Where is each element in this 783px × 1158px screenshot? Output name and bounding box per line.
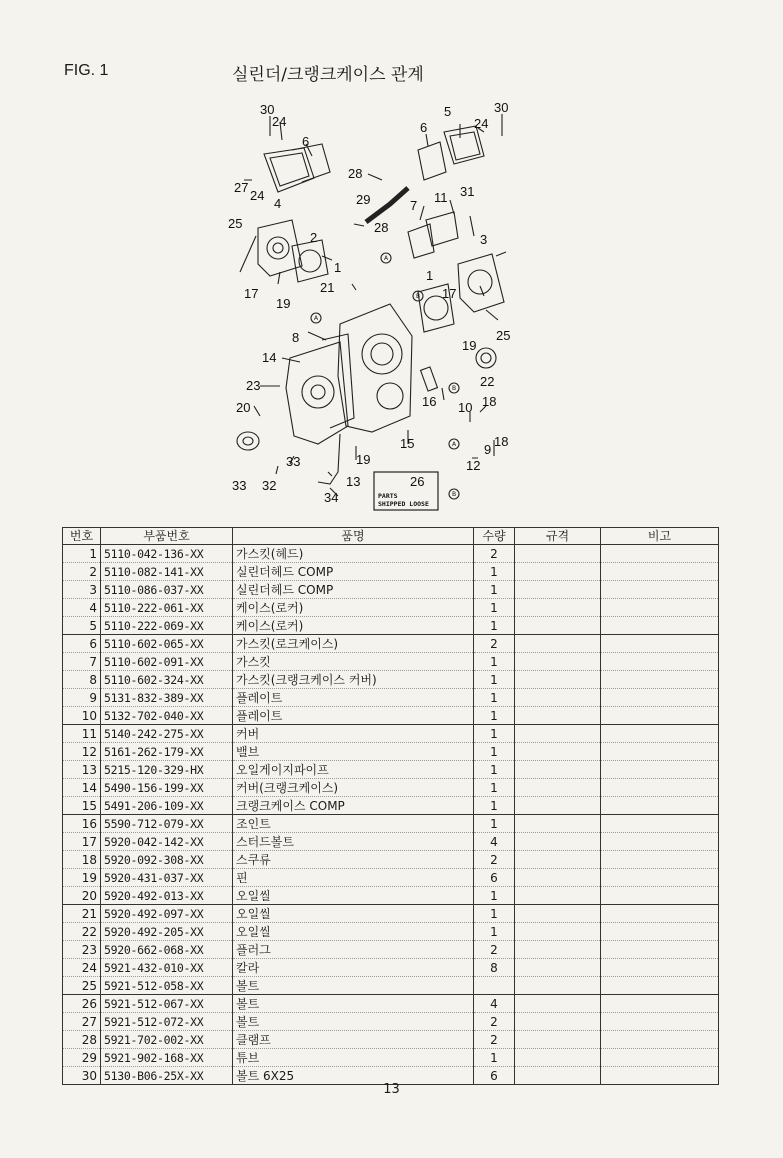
table-row xyxy=(63,653,719,671)
quantity-cell: 1 xyxy=(474,797,515,815)
gasket-right xyxy=(418,142,446,180)
part-number-cell: 5920-492-097-XX xyxy=(101,905,233,923)
part-name-cell: 오일씰 xyxy=(233,905,474,923)
table-row xyxy=(63,743,719,761)
spec-cell xyxy=(515,1049,601,1067)
quantity-cell: 1 xyxy=(474,689,515,707)
part-name-cell: 케이스(로커) xyxy=(233,599,474,617)
svg-text:30: 30 xyxy=(494,100,509,115)
part-number-cell: 5130-B06-25X-XX xyxy=(101,1067,233,1085)
spec-cell xyxy=(515,545,601,563)
page-title: 실린더/크랭크케이스 관계 xyxy=(232,65,424,85)
part-name-cell: 크랭크케이스 COMP xyxy=(233,797,474,815)
quantity-cell: 4 xyxy=(474,833,515,851)
svg-text:28: 28 xyxy=(374,220,389,235)
part-name-cell: 핀 xyxy=(233,869,474,887)
gasket-7 xyxy=(408,224,434,258)
row-number-cell: 8 xyxy=(63,671,101,689)
part-name-cell: 커버 xyxy=(233,725,474,743)
svg-text:5: 5 xyxy=(444,104,452,119)
svg-text:A: A xyxy=(313,315,319,322)
row-number-cell: 2 xyxy=(63,563,101,581)
part-name-cell: 오일씰 xyxy=(233,887,474,905)
part-name-cell: 스쿠류 xyxy=(233,851,474,869)
table-row xyxy=(63,707,719,725)
header-spec: 규격 xyxy=(515,528,601,545)
part-number-cell: 5110-602-065-XX xyxy=(101,635,233,653)
note-cell xyxy=(601,671,719,689)
header-part-number: 부품번호 xyxy=(101,528,233,545)
spec-cell xyxy=(515,743,601,761)
svg-text:32: 32 xyxy=(262,478,277,493)
part-number-cell: 5215-120-329-HX xyxy=(101,761,233,779)
row-number-cell: 13 xyxy=(63,761,101,779)
spec-cell xyxy=(515,905,601,923)
svg-text:22: 22 xyxy=(480,374,495,389)
part-number-cell: 5132-702-040-XX xyxy=(101,707,233,725)
quantity-cell: 4 xyxy=(474,995,515,1013)
row-number-cell: 15 xyxy=(63,797,101,815)
note-cell xyxy=(601,689,719,707)
shipped-loose-label-2: SHIPPED LOOSE xyxy=(378,500,429,508)
part-number-cell: 5491-206-109-XX xyxy=(101,797,233,815)
table-row xyxy=(63,887,719,905)
svg-text:24: 24 xyxy=(272,114,287,129)
quantity-cell: 1 xyxy=(474,671,515,689)
svg-text:2: 2 xyxy=(310,230,318,245)
row-number-cell: 1 xyxy=(63,545,101,563)
note-cell xyxy=(601,977,719,995)
spec-cell xyxy=(515,671,601,689)
row-number-cell: 9 xyxy=(63,689,101,707)
note-cell xyxy=(601,635,719,653)
svg-text:21: 21 xyxy=(320,280,335,295)
quantity-cell: 2 xyxy=(474,545,515,563)
note-cell xyxy=(601,923,719,941)
part-number-cell: 5921-702-002-XX xyxy=(101,1031,233,1049)
spec-cell xyxy=(515,581,601,599)
row-number-cell: 30 xyxy=(63,1067,101,1085)
note-cell xyxy=(601,1049,719,1067)
table-row xyxy=(63,797,719,815)
table-row xyxy=(63,635,719,653)
note-cell xyxy=(601,941,719,959)
spec-cell xyxy=(515,617,601,635)
row-number-cell: 4 xyxy=(63,599,101,617)
svg-text:9: 9 xyxy=(484,442,492,457)
svg-text:34: 34 xyxy=(324,490,339,505)
part-number-cell: 5921-512-072-XX xyxy=(101,1013,233,1031)
part-number-cell: 5920-092-308-XX xyxy=(101,851,233,869)
svg-text:A: A xyxy=(451,441,457,448)
part-name-cell: 가스킷(크랭크케이스 커버) xyxy=(233,671,474,689)
table-row xyxy=(63,851,719,869)
note-cell xyxy=(601,581,719,599)
spec-cell xyxy=(515,833,601,851)
table-row xyxy=(63,725,719,743)
part-name-cell: 가스킷 xyxy=(233,653,474,671)
part-name-cell: 밸브 xyxy=(233,743,474,761)
spec-cell xyxy=(515,797,601,815)
svg-text:15: 15 xyxy=(400,436,415,451)
row-number-cell: 3 xyxy=(63,581,101,599)
crankcase-gasket xyxy=(322,334,354,428)
quantity-cell: 1 xyxy=(474,707,515,725)
svg-text:B: B xyxy=(451,491,457,498)
quantity-cell: 1 xyxy=(474,923,515,941)
quantity-cell: 1 xyxy=(474,743,515,761)
row-number-cell: 27 xyxy=(63,1013,101,1031)
svg-text:27: 27 xyxy=(234,180,249,195)
spec-cell xyxy=(515,779,601,797)
svg-text:28: 28 xyxy=(348,166,363,181)
row-number-cell: 17 xyxy=(63,833,101,851)
part-name-cell: 볼트 6X25 xyxy=(233,1067,474,1085)
quantity-cell: 2 xyxy=(474,1031,515,1049)
quantity-cell: 1 xyxy=(474,779,515,797)
part-name-cell: 가스킷(헤드) xyxy=(233,545,474,563)
note-cell xyxy=(601,869,719,887)
note-cell xyxy=(601,959,719,977)
part-name-cell: 스터드볼트 xyxy=(233,833,474,851)
note-cell xyxy=(601,707,719,725)
svg-text:3: 3 xyxy=(480,232,488,247)
row-number-cell: 16 xyxy=(63,815,101,833)
svg-text:24: 24 xyxy=(474,116,489,131)
part-name-cell: 볼트 xyxy=(233,995,474,1013)
quantity-cell: 2 xyxy=(474,635,515,653)
oil-seal-20 xyxy=(237,432,259,450)
note-cell xyxy=(601,1031,719,1049)
svg-text:16: 16 xyxy=(422,394,437,409)
note-cell xyxy=(601,761,719,779)
part-number-cell: 5110-602-091-XX xyxy=(101,653,233,671)
oil-seal-22 xyxy=(476,348,496,368)
spec-cell xyxy=(515,995,601,1013)
header-part-name: 품명 xyxy=(233,528,474,545)
table-row xyxy=(63,977,719,995)
svg-text:8: 8 xyxy=(292,330,300,345)
table-row xyxy=(63,599,719,617)
row-number-cell: 18 xyxy=(63,851,101,869)
svg-text:4: 4 xyxy=(274,196,282,211)
part-number-cell: 5921-512-058-XX xyxy=(101,977,233,995)
header-number: 번호 xyxy=(63,528,101,545)
quantity-cell: 1 xyxy=(474,581,515,599)
svg-text:A: A xyxy=(383,255,389,262)
exploded-parts-diagram xyxy=(222,96,522,516)
part-name-cell: 오일게이지파이프 xyxy=(233,761,474,779)
part-number-cell: 5920-492-205-XX xyxy=(101,923,233,941)
part-number-cell: 5920-042-142-XX xyxy=(101,833,233,851)
svg-text:25: 25 xyxy=(496,328,511,343)
part-number-cell: 5110-602-324-XX xyxy=(101,671,233,689)
part-name-cell: 실린더헤드 COMP xyxy=(233,563,474,581)
row-number-cell: 19 xyxy=(63,869,101,887)
svg-text:19: 19 xyxy=(276,296,291,311)
spec-cell xyxy=(515,869,601,887)
part-number-cell: 5921-512-067-XX xyxy=(101,995,233,1013)
svg-text:10: 10 xyxy=(458,400,473,415)
part-number-cell: 5110-222-061-XX xyxy=(101,599,233,617)
spec-cell xyxy=(515,635,601,653)
spec-cell xyxy=(515,761,601,779)
spec-cell xyxy=(515,707,601,725)
part-number-cell: 5920-662-068-XX xyxy=(101,941,233,959)
quantity-cell: 1 xyxy=(474,563,515,581)
row-number-cell: 25 xyxy=(63,977,101,995)
quantity-cell: 2 xyxy=(474,1013,515,1031)
spec-cell xyxy=(515,653,601,671)
note-cell xyxy=(601,851,719,869)
table-row xyxy=(63,581,719,599)
table-row xyxy=(63,869,719,887)
svg-text:6: 6 xyxy=(420,120,428,135)
spec-cell xyxy=(515,563,601,581)
part-name-cell: 조인트 xyxy=(233,815,474,833)
note-cell xyxy=(601,743,719,761)
table-row xyxy=(63,545,719,563)
svg-text:25: 25 xyxy=(228,216,243,231)
row-number-cell: 26 xyxy=(63,995,101,1013)
spec-cell xyxy=(515,599,601,617)
spec-cell xyxy=(515,851,601,869)
svg-text:1: 1 xyxy=(426,268,434,283)
quantity-cell: 8 xyxy=(474,959,515,977)
svg-text:14: 14 xyxy=(262,350,277,365)
part-name-cell: 칼라 xyxy=(233,959,474,977)
quantity-cell: 1 xyxy=(474,761,515,779)
svg-text:B: B xyxy=(415,293,421,300)
row-number-cell: 21 xyxy=(63,905,101,923)
svg-text:17: 17 xyxy=(442,286,457,301)
table-row xyxy=(63,761,719,779)
table-row xyxy=(63,1049,719,1067)
svg-text:33: 33 xyxy=(286,454,301,469)
part-number-cell: 5110-086-037-XX xyxy=(101,581,233,599)
spec-cell xyxy=(515,977,601,995)
svg-text:20: 20 xyxy=(236,400,251,415)
note-cell xyxy=(601,599,719,617)
part-number-cell: 5131-832-389-XX xyxy=(101,689,233,707)
part-number-cell: 5590-712-079-XX xyxy=(101,815,233,833)
table-row xyxy=(63,995,719,1013)
quantity-cell: 2 xyxy=(474,941,515,959)
table-row xyxy=(63,779,719,797)
parts-table-header xyxy=(63,528,719,545)
note-cell xyxy=(601,797,719,815)
spec-cell xyxy=(515,815,601,833)
note-cell xyxy=(601,833,719,851)
part-number-cell: 5110-042-136-XX xyxy=(101,545,233,563)
svg-text:B: B xyxy=(451,385,457,392)
spec-cell xyxy=(515,887,601,905)
joint-16 xyxy=(421,367,438,391)
quantity-cell: 1 xyxy=(474,905,515,923)
note-cell xyxy=(601,1013,719,1031)
svg-text:26: 26 xyxy=(410,474,425,489)
svg-text:13: 13 xyxy=(346,474,361,489)
table-row xyxy=(63,689,719,707)
gasket-left xyxy=(292,144,330,182)
svg-text:29: 29 xyxy=(356,192,371,207)
note-cell xyxy=(601,995,719,1013)
header-quantity: 수량 xyxy=(474,528,515,545)
part-name-cell: 플레이트 xyxy=(233,689,474,707)
row-number-cell: 7 xyxy=(63,653,101,671)
part-name-cell: 클램프 xyxy=(233,1031,474,1049)
svg-text:18: 18 xyxy=(494,434,509,449)
quantity-cell: 1 xyxy=(474,725,515,743)
row-number-cell: 28 xyxy=(63,1031,101,1049)
svg-text:1: 1 xyxy=(334,260,342,275)
note-cell xyxy=(601,563,719,581)
table-row xyxy=(63,923,719,941)
quantity-cell: 1 xyxy=(474,1049,515,1067)
spec-cell xyxy=(515,689,601,707)
parts-table-body xyxy=(63,545,719,1085)
quantity-cell: 6 xyxy=(474,1067,515,1085)
table-row xyxy=(63,941,719,959)
svg-text:30: 30 xyxy=(260,102,275,117)
spec-cell xyxy=(515,941,601,959)
table-row xyxy=(63,1013,719,1031)
quantity-cell: 1 xyxy=(474,815,515,833)
figure-label: FIG. 1 xyxy=(64,62,109,79)
part-number-cell: 5920-431-037-XX xyxy=(101,869,233,887)
cylinder-head-right xyxy=(458,254,504,312)
quantity-cell: 1 xyxy=(474,887,515,905)
svg-text:19: 19 xyxy=(356,452,371,467)
table-row xyxy=(63,671,719,689)
table-row xyxy=(63,563,719,581)
row-number-cell: 22 xyxy=(63,923,101,941)
part-name-cell: 가스킷(로크케이스) xyxy=(233,635,474,653)
row-number-cell: 14 xyxy=(63,779,101,797)
part-number-cell: 5110-082-141-XX xyxy=(101,563,233,581)
part-name-cell: 플레이트 xyxy=(233,707,474,725)
part-name-cell: 오일씰 xyxy=(233,923,474,941)
note-cell xyxy=(601,545,719,563)
svg-text:19: 19 xyxy=(462,338,477,353)
shipped-loose-label-1: PARTS xyxy=(378,492,398,500)
note-cell xyxy=(601,887,719,905)
header-note: 비고 xyxy=(601,528,719,545)
row-number-cell: 12 xyxy=(63,743,101,761)
table-row xyxy=(63,905,719,923)
svg-text:33: 33 xyxy=(232,478,247,493)
tube-29 xyxy=(366,188,408,222)
quantity-cell xyxy=(474,977,515,995)
spec-cell xyxy=(515,1013,601,1031)
part-number-cell: 5490-156-199-XX xyxy=(101,779,233,797)
part-name-cell: 케이스(로커) xyxy=(233,617,474,635)
row-number-cell: 23 xyxy=(63,941,101,959)
svg-text:7: 7 xyxy=(410,198,418,213)
quantity-cell: 1 xyxy=(474,653,515,671)
row-number-cell: 5 xyxy=(63,617,101,635)
part-name-cell: 실린더헤드 COMP xyxy=(233,581,474,599)
svg-text:17: 17 xyxy=(244,286,259,301)
part-name-cell: 볼트 xyxy=(233,977,474,995)
part-number-cell: 5921-902-168-XX xyxy=(101,1049,233,1067)
note-cell xyxy=(601,779,719,797)
note-cell xyxy=(601,617,719,635)
row-number-cell: 11 xyxy=(63,725,101,743)
row-number-cell: 29 xyxy=(63,1049,101,1067)
row-number-cell: 24 xyxy=(63,959,101,977)
quantity-cell: 1 xyxy=(474,617,515,635)
part-number-cell: 5140-242-275-XX xyxy=(101,725,233,743)
parts-table xyxy=(62,527,719,1085)
spec-cell xyxy=(515,959,601,977)
table-row xyxy=(63,617,719,635)
part-name-cell: 볼트 xyxy=(233,1013,474,1031)
svg-text:11: 11 xyxy=(434,190,448,205)
row-number-cell: 6 xyxy=(63,635,101,653)
part-number-cell: 5920-492-013-XX xyxy=(101,887,233,905)
part-number-cell: 5921-432-010-XX xyxy=(101,959,233,977)
svg-text:31: 31 xyxy=(460,184,475,199)
quantity-cell: 1 xyxy=(474,599,515,617)
row-number-cell: 10 xyxy=(63,707,101,725)
table-row xyxy=(63,815,719,833)
svg-text:18: 18 xyxy=(482,394,497,409)
note-cell xyxy=(601,725,719,743)
note-cell xyxy=(601,653,719,671)
spec-cell xyxy=(515,1031,601,1049)
part-name-cell: 커버(크랭크케이스) xyxy=(233,779,474,797)
part-name-cell: 플러그 xyxy=(233,941,474,959)
spec-cell xyxy=(515,923,601,941)
table-row xyxy=(63,1031,719,1049)
table-row xyxy=(63,959,719,977)
row-number-cell: 20 xyxy=(63,887,101,905)
quantity-cell: 2 xyxy=(474,851,515,869)
note-cell xyxy=(601,815,719,833)
crankcase xyxy=(338,304,412,432)
spec-cell xyxy=(515,725,601,743)
page-number: 13 xyxy=(383,1082,400,1097)
svg-text:24: 24 xyxy=(250,188,265,203)
quantity-cell: 6 xyxy=(474,869,515,887)
svg-text:6: 6 xyxy=(302,134,310,149)
svg-text:12: 12 xyxy=(466,458,481,473)
part-number-cell: 5110-222-069-XX xyxy=(101,617,233,635)
part-number-cell: 5161-262-179-XX xyxy=(101,743,233,761)
part-name-cell: 튜브 xyxy=(233,1049,474,1067)
note-cell xyxy=(601,905,719,923)
svg-text:23: 23 xyxy=(246,378,261,393)
table-row xyxy=(63,833,719,851)
